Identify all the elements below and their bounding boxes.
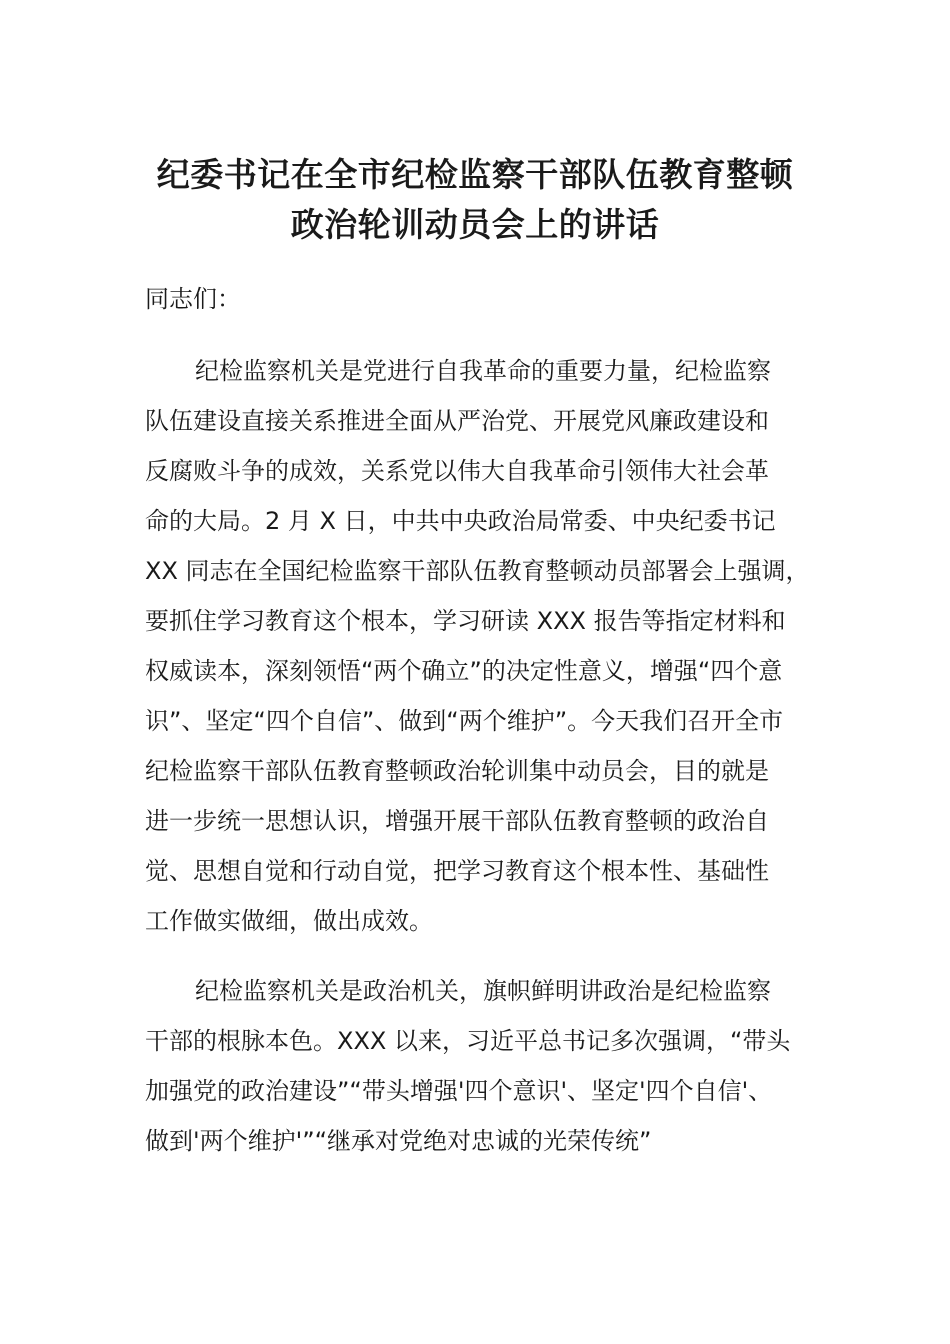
paragraph-line: 进一步统一思想认识，增强开展干部队伍教育整顿的政治自 (145, 807, 769, 835)
paragraph-line: 队伍建设直接关系推进全面从严治党、开展党风廉政建设和 (145, 407, 769, 435)
paragraph-line: 工作做实做细，做出成效。 (145, 907, 433, 935)
paragraph-line: 做到'两个维护'”“继承对党绝对忠诚的光荣传统” (145, 1127, 652, 1155)
paragraph-line: 觉、思想自觉和行动自觉，把学习教育这个根本性、基础性 (145, 857, 769, 885)
salutation: 同志们： (145, 285, 241, 313)
paragraph-line: 加强党的政治建设”“带头增强'四个意识'、坚定'四个自信'、 (145, 1077, 773, 1105)
paragraph-line: XX 同志在全国纪检监察干部队伍教育整顿动员部署会上强调， (145, 557, 810, 585)
paragraph-line: 纪检监察干部队伍教育整顿政治轮训集中动员会，目的就是 (145, 757, 769, 785)
paragraph-line: 纪检监察机关是政治机关，旗帜鲜明讲政治是纪检监察 (195, 977, 771, 1005)
paragraph-line: 权威读本，深刻领悟“两个确立”的决定性意义，增强“四个意 (145, 657, 783, 685)
title-line-2: 政治轮训动员会上的讲话 (290, 205, 660, 244)
paragraph-2 (145, 966, 815, 1166)
paragraph-line: 干部的根脉本色。XXX 以来，习近平总书记多次强调，“带头 (145, 1027, 791, 1055)
paragraph-1 (145, 346, 815, 946)
paragraph-line: 反腐败斗争的成效，关系党以伟大自我革命引领伟大社会革 (145, 457, 769, 485)
paragraph-line: 纪检监察机关是党进行自我革命的重要力量，纪检监察 (195, 357, 771, 385)
paragraph-line: 命的大局。2 月 X 日，中共中央政治局常委、中央纪委书记 (145, 507, 776, 535)
document-title (100, 150, 850, 250)
paragraph-line: 识”、坚定“四个自信”、做到“两个维护”。今天我们召开全市 (145, 707, 784, 735)
paragraph-line: 要抓住学习教育这个根本，学习研读 XXX 报告等指定材料和 (145, 607, 786, 635)
title-line-1: 纪委书记在全市纪检监察干部队伍教育整顿 (156, 155, 794, 194)
